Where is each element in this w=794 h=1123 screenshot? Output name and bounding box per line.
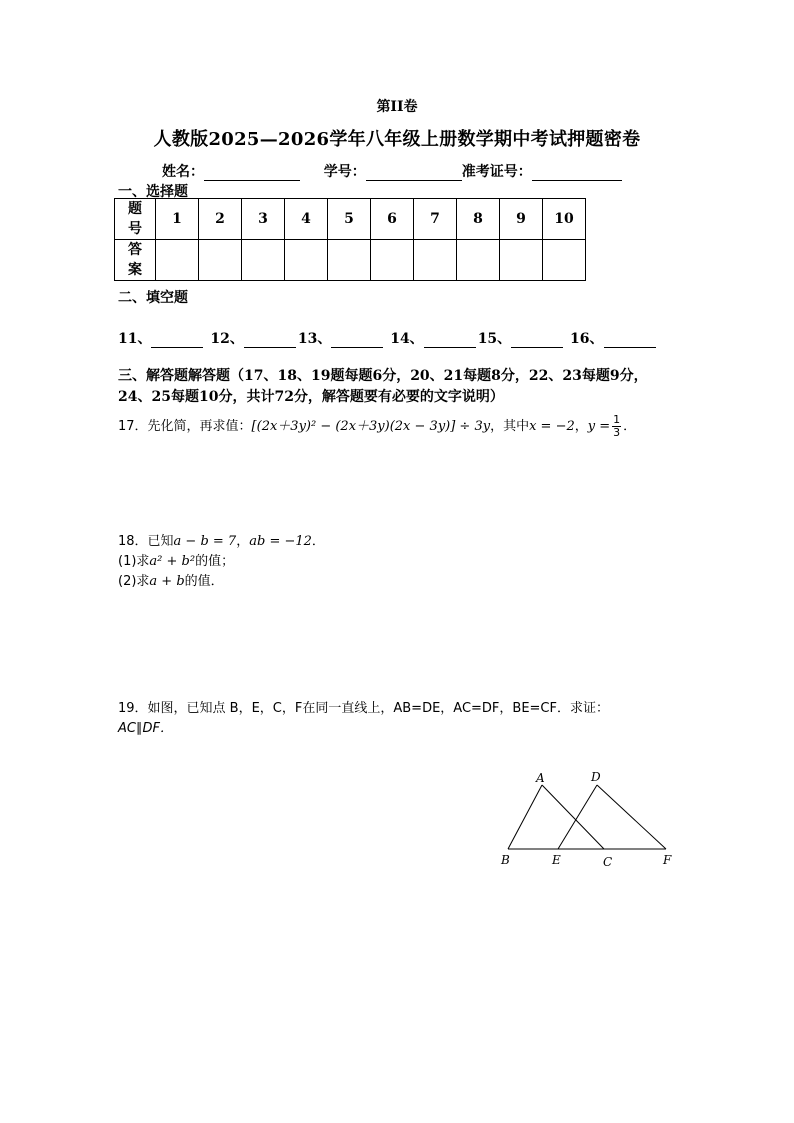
student-id-blank[interactable] [366, 166, 462, 181]
question-number-cell: 4 [285, 199, 328, 240]
name-blank[interactable] [204, 166, 300, 181]
row-label-text: 题号 [127, 201, 142, 237]
point-label-f: F [663, 853, 672, 867]
exam-title: 人教版2025—2026学年八年级上册数学期中考试押题密卷 [153, 129, 641, 150]
q18-part2-prefix: (2)求 [118, 574, 150, 589]
fraction-denominator: 3 [613, 426, 621, 439]
q17-prefix: 17．先化简，再求值： [118, 419, 252, 434]
answer-cell[interactable] [285, 240, 328, 281]
segment-de [558, 785, 597, 849]
row-label-answer [115, 240, 156, 281]
answer-table-header-row [115, 199, 586, 240]
q17-y-fraction [612, 414, 621, 439]
q19-line2: AC∥DF． [118, 721, 173, 736]
name-label: 姓名： [162, 164, 204, 180]
question-19 [118, 699, 609, 739]
q18-part1-suffix: 的值； [195, 554, 235, 569]
fill-blank[interactable] [151, 333, 203, 348]
fill-blank[interactable] [331, 333, 383, 348]
point-label-d: D [591, 770, 601, 784]
student-info-row [162, 161, 622, 181]
triangle-figure [490, 765, 690, 875]
q18-eq1: a − b = 7 [173, 534, 237, 549]
q17-end: ． [623, 419, 637, 434]
point-label-a: A [536, 771, 545, 785]
point-label-b: B [501, 853, 510, 867]
section2-heading: 二、填空题 [118, 290, 188, 306]
q18-end: ． [311, 534, 325, 549]
question-number-cell: 5 [328, 199, 371, 240]
fill-in-row [118, 328, 658, 348]
question-number-cell: 10 [543, 199, 586, 240]
answer-cell[interactable] [199, 240, 242, 281]
fill-blank[interactable] [424, 333, 476, 348]
answer-table [114, 198, 586, 281]
fill-blank[interactable] [604, 333, 656, 348]
section1-heading: 一、选择题 [118, 184, 188, 200]
fraction-numerator: 1 [613, 413, 621, 426]
q18-part1-expr: a² + b² [149, 554, 196, 569]
question-number-cell: 7 [414, 199, 457, 240]
fill-item-label: 15、 [477, 331, 512, 347]
q18-part1-prefix: (1)求 [118, 554, 150, 569]
answer-cell[interactable] [543, 240, 586, 281]
q18-line1 [118, 532, 325, 552]
exam-number-label: 准考证号： [461, 164, 532, 180]
question-17 [118, 414, 636, 439]
answer-cell[interactable] [457, 240, 500, 281]
exam-number-blank[interactable] [532, 166, 622, 181]
q18-eq2: ab = −12 [249, 534, 312, 549]
q17-mid: ，其中 [490, 419, 530, 434]
q18-part2 [118, 572, 325, 592]
answer-table-answer-row [115, 240, 586, 281]
segment-df [597, 785, 666, 849]
q18-part1 [118, 552, 325, 572]
section3-heading: 三、解答题解答题（17、18、19题每题6分，20、21每题8分，22、23每题9分，24、25每题10分，共计72分，解答题要有必要的文字说明） [118, 368, 648, 405]
answer-cell[interactable] [328, 240, 371, 281]
volume-heading: 第II卷 [376, 99, 418, 115]
question-18 [118, 532, 325, 592]
row-label-question-number [115, 199, 156, 240]
q18-part2-expr: a + b [149, 574, 185, 589]
fill-item-label: 16、 [570, 331, 604, 347]
point-label-e: E [552, 853, 561, 867]
segment-ab [508, 785, 542, 849]
fill-blank[interactable] [511, 333, 563, 348]
fill-blank[interactable] [244, 333, 296, 348]
answer-cell[interactable] [371, 240, 414, 281]
q17-sep: ， [574, 419, 588, 434]
answer-cell[interactable] [414, 240, 457, 281]
q17-expression: [(2x＋3y)² − (2x＋3y)(2x − 3y)] ÷ 3y [251, 419, 491, 434]
q18-part2-suffix: 的值． [184, 574, 224, 589]
point-label-c: C [603, 855, 613, 869]
answer-cell[interactable] [242, 240, 285, 281]
answer-cell[interactable] [500, 240, 543, 281]
q18-sep: ， [236, 534, 250, 549]
fill-item-label: 13、 [297, 331, 332, 347]
question-number-cell: 2 [199, 199, 242, 240]
question-number-cell: 9 [500, 199, 543, 240]
question-number-cell: 3 [242, 199, 285, 240]
segment-ac [542, 785, 604, 849]
q19-line1: 19．如图，已知点 B，E，C，F在同一直线上，AB=DE，AC=DF，BE=CF．求证： [118, 701, 609, 716]
q18-prefix: 18．已知 [118, 534, 174, 549]
student-id-label: 学号： [323, 164, 366, 180]
fill-item-label: 14、 [390, 331, 424, 347]
fill-item-label: 11、 [118, 331, 152, 347]
question-number-cell: 1 [156, 199, 199, 240]
q17-x-value: x = −2 [529, 419, 575, 434]
answer-cell[interactable] [156, 240, 199, 281]
q17-y-label: y = [587, 419, 611, 434]
question-number-cell: 6 [371, 199, 414, 240]
row-label-text: 答案 [127, 242, 142, 278]
fill-item-label: 12、 [210, 331, 244, 347]
question-number-cell: 8 [457, 199, 500, 240]
